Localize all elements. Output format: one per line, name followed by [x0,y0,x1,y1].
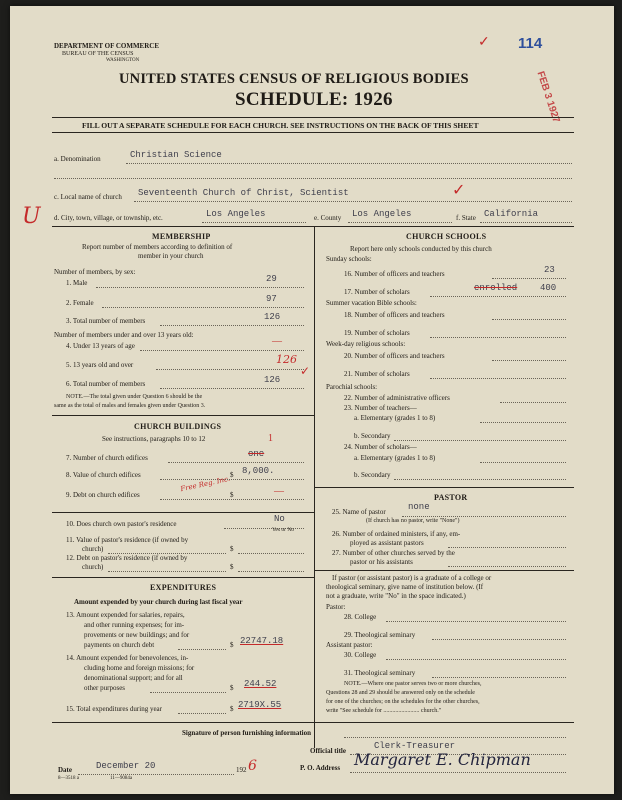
q25-label: 25. Name of pastor [332,508,386,516]
q14-dollar: $ [230,684,234,692]
q9-note: Free Reg. Inc. [179,474,231,494]
county-value: Los Angeles [352,209,412,219]
q27-label-2: pastor or his assistants [350,558,413,566]
q17-enrolled: enrolled [474,283,518,293]
q28-label: 28. College [344,613,377,621]
q12-dollar: $ [230,563,234,571]
q19-label: 19. Number of scholars [344,329,410,337]
form-number: 8—3518 a [58,776,79,781]
q24-label: 24. Number of scholars— [344,443,417,451]
q15-value: 2719X.55 [238,700,282,710]
q14-label-2: cluding home and foreign missions; for [84,664,195,672]
local-name-value: Seventeenth Church of Christ, Scientist [138,188,349,198]
sunday-label: Sunday schools: [326,255,372,263]
q17-label: 17. Number of scholars [344,288,410,296]
q14-label-1: 14. Amount expended for benevolences, in- [66,654,189,662]
denomination-value: Christian Science [130,150,222,160]
membership-intro-1: Report number of members according to definition of [82,243,233,251]
q2-label: 2. Female [66,299,94,307]
signature-label: Signature of person furnishing information [182,729,311,737]
state-value: California [484,209,539,219]
age-header: Number of members under and over 13 years old: [54,331,194,339]
denomination-label: a. Denomination [54,155,101,163]
q20-label: 20. Number of officers and teachers [344,352,445,360]
dept-label: DEPARTMENT OF COMMERCE [54,42,160,50]
q30-label: 30. College [344,651,377,659]
assistant-label: Assistant pastor: [326,641,373,649]
expenditures-sub: Amount expended by your church during last fiscal year [74,598,243,606]
q11-label-1: 11. Value of pastor's residence (if owned by [66,536,189,544]
membership-note-2: same as the total of males and females given under Question 3. [54,403,206,409]
form-title: UNITED STATES CENSUS OF RELIGIOUS BODIES [119,71,469,87]
grad-text-2: theological seminary, give name of institution below. (If [326,583,484,591]
q11-dollar: $ [230,545,234,553]
form-subtitle: SCHEDULE: 1926 [235,89,393,110]
pastor-note-1: NOTE.—Where one pastor serves two or more churches, [344,681,482,687]
q1-label: 1. Male [66,279,88,287]
buildings-sub: See instructions, paragraphs 10 to 12 [102,435,206,443]
q23-label: 23. Number of teachers— [344,404,417,412]
q13-label-3: provements or new buildings; and for [84,631,190,639]
q4-label: 4. Under 13 years of age [66,342,135,350]
check-mark-header: ✓ [478,35,490,50]
q8-value: 8,000. [242,466,275,476]
q3-label: 3. Total number of members [66,317,146,325]
date-value: December 20 [96,761,156,771]
instruction-line: FILL OUT A SEPARATE SCHEDULE FOR EACH CHURCH. SEE INSTRUCTIONS ON THE BACK OF THIS SHEET [82,121,479,130]
q13-value: 22747.18 [240,636,284,646]
q24b-label: b. Secondary [354,471,391,479]
print-number: 11—9084a [110,776,133,781]
buildings-title: CHURCH BUILDINGS [134,422,222,431]
q23b-label: b. Secondary [354,432,391,440]
q12-label-1: 12. Debt on pastor's residence (if owned by [66,554,188,562]
schools-sub: Report here only schools conducted by this church [350,245,492,253]
q18-label: 18. Number of officers and teachers [344,311,445,319]
q4-value: — [272,336,282,347]
q8-label: 8. Value of church edifices [66,471,141,479]
q17-value: 400 [540,283,557,293]
q2-value: 97 [266,294,277,304]
q15-dollar: $ [230,705,234,713]
q5-value: 126 [276,353,297,366]
q5-label: 5. 13 years old and over [66,361,134,369]
q6-value: 126 [264,375,281,385]
q13-dollar: $ [230,641,234,649]
q10-value: No [274,514,285,524]
q8-dollar: $ [230,471,234,479]
official-title-label: Official title [310,747,346,755]
signature-value: Margaret E. Chipman [354,750,531,769]
q26-label-1: 26. Number of ordained ministers, if any, em- [332,530,461,538]
q10-label: 10. Does church own pastor's residence [66,520,177,528]
q23a-label: a. Elementary (grades 1 to 8) [354,414,436,422]
q3-value: 126 [264,312,281,322]
check-mark-name: ✓ [452,182,466,199]
by-sex-label: Number of members, by sex: [54,268,136,276]
q9-label: 9. Debt on church edifices [66,491,140,499]
q11-label-2: church) [82,545,104,553]
address-label: P. O. Address [300,764,341,772]
q7-value: one [248,449,265,459]
city-value: Los Angeles [206,209,266,219]
grad-text-3: not a graduate, write "No" in the space indicated.) [326,592,466,600]
q7-extra: 1 [268,433,273,444]
bureau-label: BUREAU OF THE CENSUS [62,51,134,57]
pastor-title: PASTOR [434,493,468,502]
check-mark-q6: ✓ [300,364,311,378]
q15-label: 15. Total expenditures during year [66,705,162,713]
q13-label-1: 13. Amount expended for salaries, repairs, [66,611,185,619]
q22-label: 22. Number of administrative officers [344,394,450,402]
q6-label: 6. Total number of members [66,380,146,388]
received-stamp: FEB 3 1927 [534,70,562,125]
expenditures-title: EXPENDITURES [150,583,217,592]
weekday-label: Week-day religious schools: [326,340,406,348]
q25-value: none [408,502,430,512]
pastor-note-4: write "See schedule for ........................ church." [326,708,442,714]
state-label: f. State [456,214,476,222]
q13-label-2: and other running expenses; for im- [84,621,185,629]
membership-intro-2: member in your church [138,252,204,260]
q14-value: 244.52 [244,679,277,689]
year-digit: 6 [248,758,257,774]
q16-label: 16. Number of officers and teachers [344,270,445,278]
membership-title: MEMBERSHIP [152,232,211,241]
yes-no-caption: Yes or No [272,527,295,533]
summer-label: Summer vacation Bible schools: [326,299,417,307]
grad-text-1: If pastor (or assistant pastor) is a graduate of a college or [332,574,492,582]
q12-label-2: church) [82,563,104,571]
year-prefix: 192 [236,766,247,774]
q21-label: 21. Number of scholars [344,370,410,378]
margin-mark: U [22,204,41,229]
parochial-label: Parochial schools: [326,383,378,391]
q16-value: 23 [544,265,555,275]
pastor-note-2: Questions 28 and 29 should be answered only on the schedule [326,690,475,696]
q25-note: (If church has no pastor, write "None") [366,518,460,524]
county-label: e. County [314,214,342,222]
census-schedule-form [10,6,614,794]
q7-label: 7. Number of church edifices [66,454,148,462]
city-label: d. City, town, village, or township, etc. [54,214,163,222]
q9-dollar: $ [230,491,234,499]
schedule-number: 114 [518,35,543,52]
official-title-value: Clerk-Treasurer [374,741,456,751]
q1-value: 29 [266,274,277,284]
q14-label-4: other purposes [84,684,126,692]
local-name-label: c. Local name of church [54,193,122,201]
q31-label: 31. Theological seminary [344,669,416,677]
q29-label: 29. Theological seminary [344,631,416,639]
schools-title: CHURCH SCHOOLS [406,232,487,241]
washington-label: WASHINGTON [106,58,140,63]
q14-label-3: denominational support; and for all [84,674,183,682]
pastor-note-3: for one of the churches; on the schedules for the other churches, [326,699,480,705]
q27-label-1: 27. Number of other churches served by the [332,549,455,557]
q13-label-4: payments on church debt [84,641,155,649]
q26-label-2: ployed as assistant pastors [350,539,424,547]
q9-value: — [274,486,284,497]
date-label: Date [58,766,72,774]
membership-note-1: NOTE.—The total given under Question 6 should be the [66,394,203,400]
pastor-label: Pastor: [326,603,346,611]
q24a-label: a. Elementary (grades 1 to 8) [354,454,436,462]
